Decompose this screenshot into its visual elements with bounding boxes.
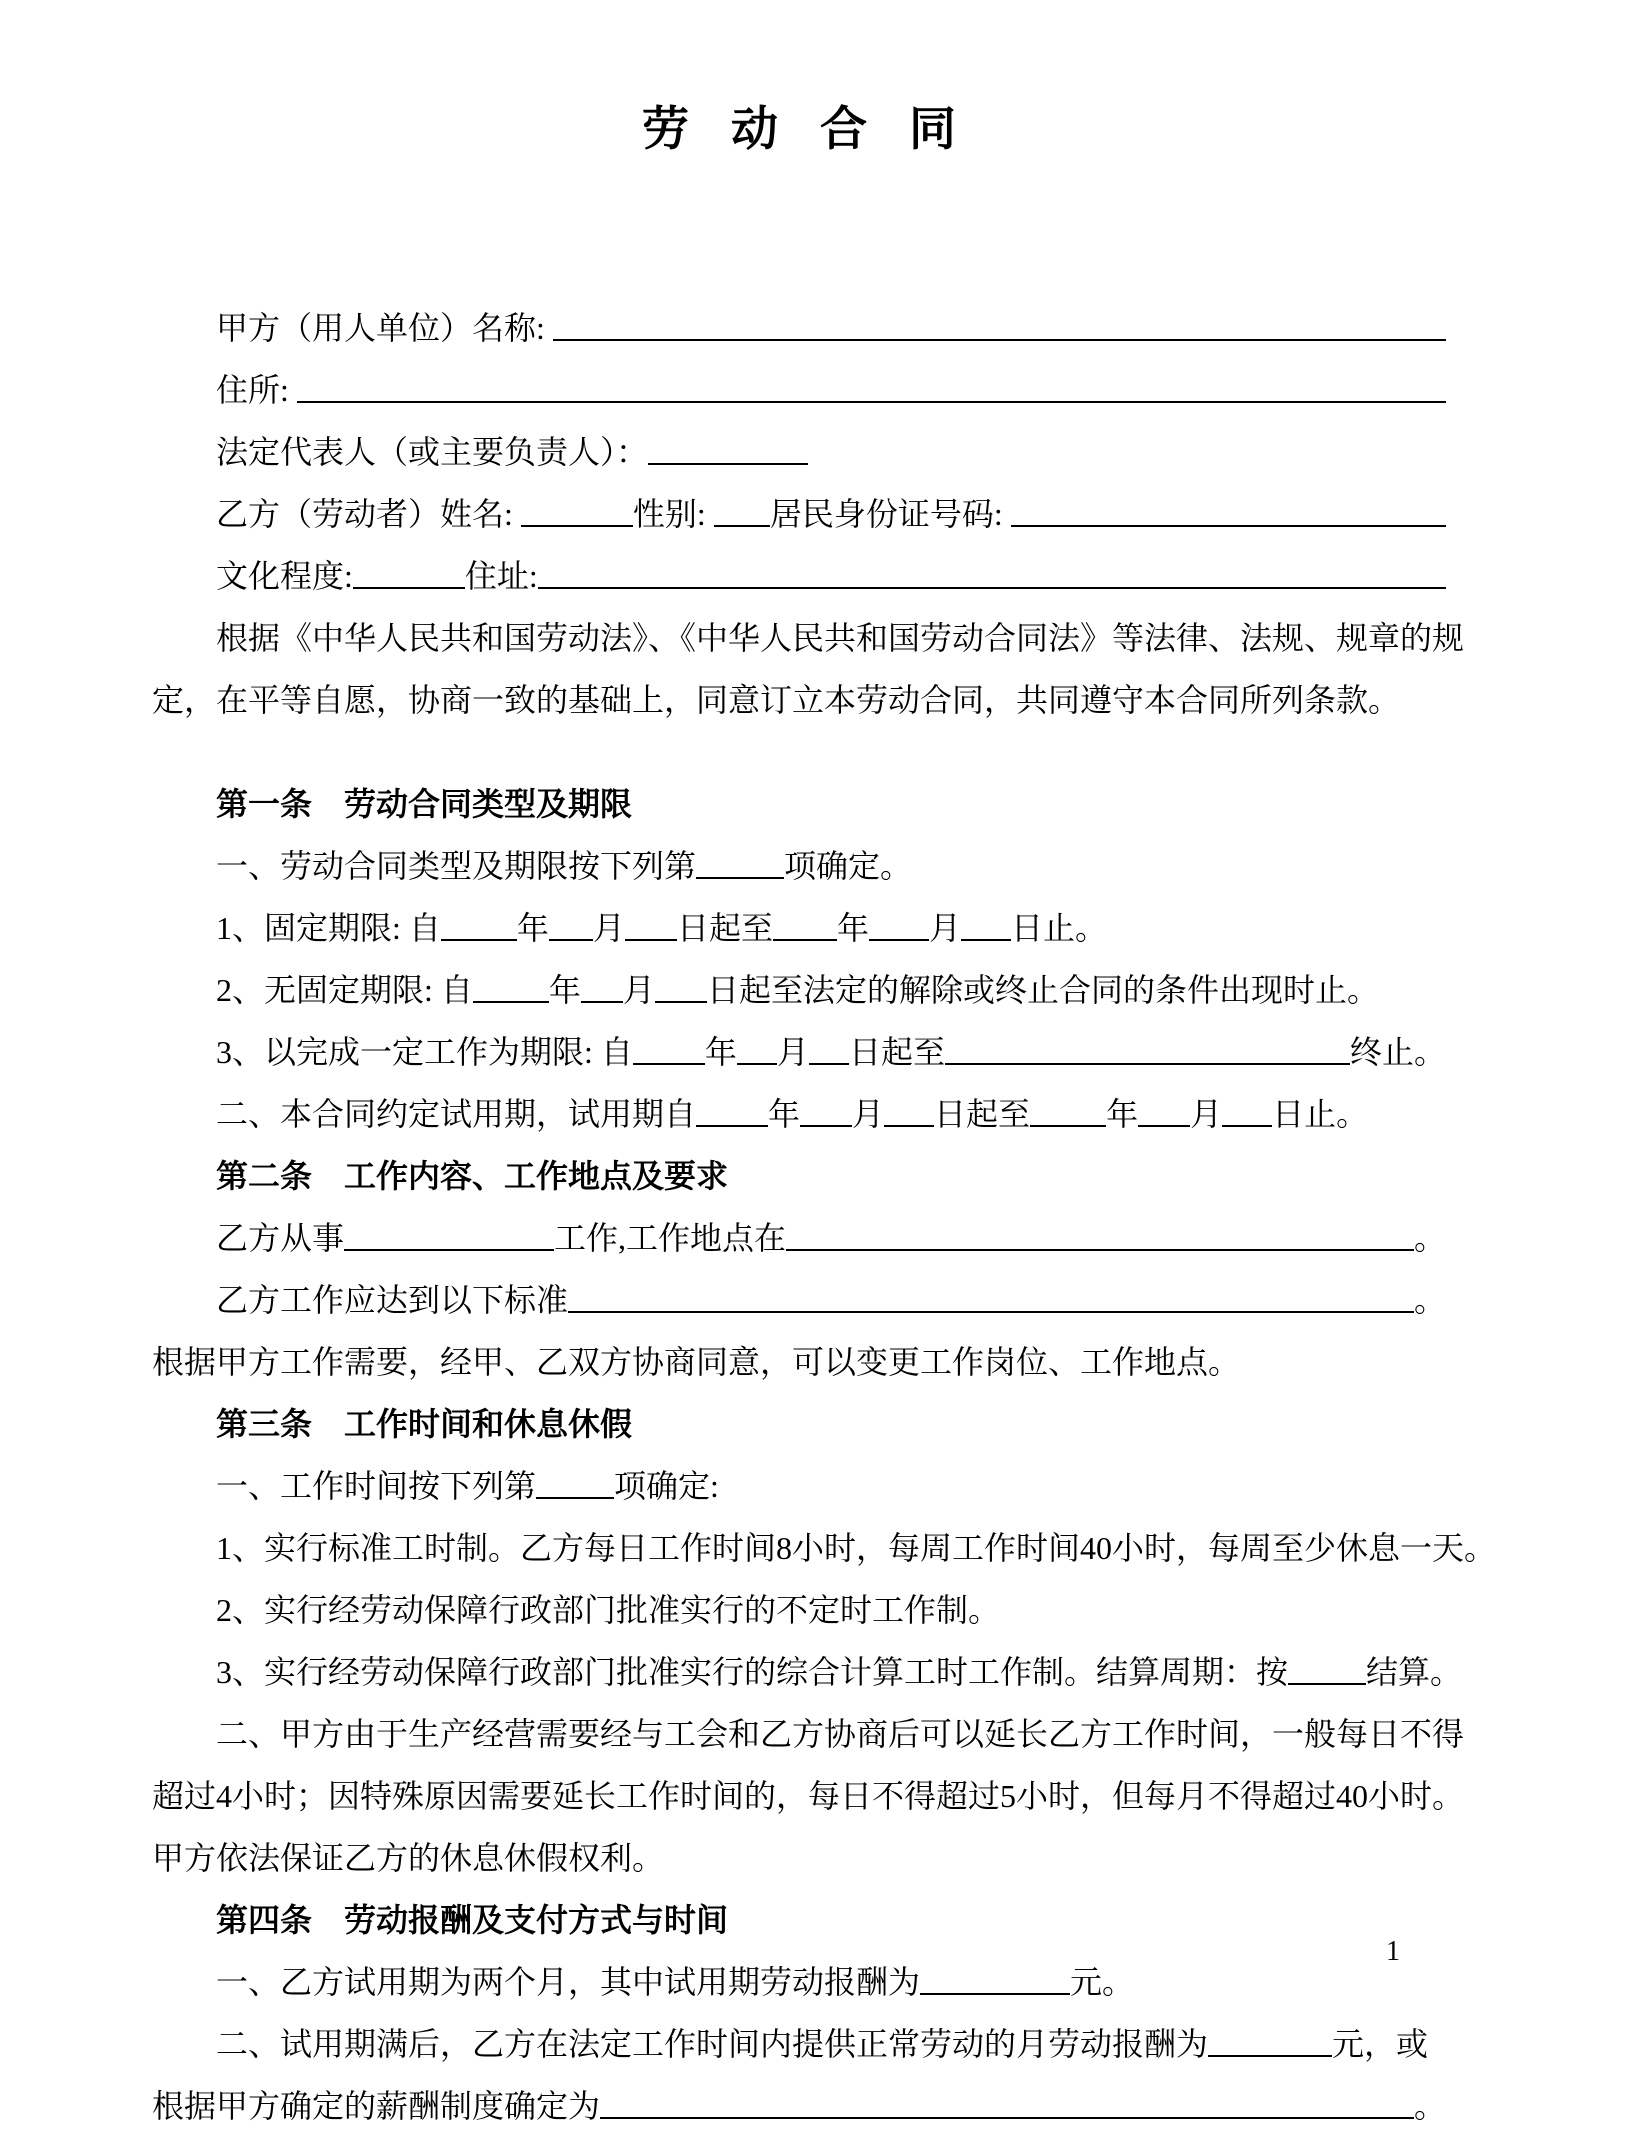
text-run: 。 <box>1413 2088 1446 2124</box>
blank-field <box>473 1000 549 1003</box>
text-run: 日止。 <box>1010 910 1107 946</box>
clause-3-1-2 <box>152 1579 1446 1641</box>
blank-field <box>786 1248 1414 1251</box>
field-line-employer-address <box>152 359 1446 421</box>
text-run: 日止。 <box>1272 1096 1369 1132</box>
text-run: 结算。 <box>1366 1654 1463 1690</box>
text-run: 元。 <box>1070 1964 1135 2000</box>
text-run: 2、无固定期限: 自 <box>216 972 473 1008</box>
blank-field <box>714 524 770 527</box>
spacer <box>152 731 1446 773</box>
text-run: 根据甲方确定的薪酬制度确定为 <box>152 2088 601 2124</box>
blank-field <box>568 1310 1414 1313</box>
text-run: 住址: <box>464 558 538 594</box>
text-run: 定，在平等自愿，协商一致的基础上，同意订立本劳动合同，共同遵守本合同所列条款。 <box>152 682 1401 718</box>
text-run: 根据甲方工作需要，经甲、乙双方协商同意，可以变更工作岗位、工作地点。 <box>152 1344 1241 1380</box>
text-run: 第一条 劳动合同类型及期限 <box>216 786 633 822</box>
clause-2-3 <box>152 1331 1446 1393</box>
text-run: 年 <box>548 972 581 1008</box>
blank-field <box>945 1062 1350 1065</box>
text-run: 日起至 <box>934 1096 1031 1132</box>
blank-field <box>696 876 784 879</box>
text-run: 根据《中华人民共和国劳动法》、《中华人民共和国劳动合同法》等法律、法规、规章的规 <box>216 620 1465 656</box>
blank-field <box>737 1062 777 1065</box>
blank-field <box>553 338 1446 341</box>
blank-field <box>536 1496 614 1499</box>
text-run: 月 <box>928 910 961 946</box>
clause-3-2-line-3 <box>152 1827 1446 1889</box>
text-run: 法定代表人（或主要负责人）： <box>216 434 649 470</box>
blank-field <box>625 938 677 941</box>
text-run: 乙方从事 <box>216 1220 345 1256</box>
preamble-line-2 <box>152 669 1446 731</box>
blank-field <box>633 1062 705 1065</box>
blank-field <box>869 938 929 941</box>
blank-field <box>773 938 837 941</box>
preamble-line-1 <box>152 607 1465 669</box>
blank-field <box>441 938 517 941</box>
clause-1-1-1 <box>152 897 1446 959</box>
text-run: 一、劳动合同类型及期限按下列第 <box>216 848 697 884</box>
heading-article-2 <box>152 1145 1446 1207</box>
clause-4-1 <box>152 1951 1446 2013</box>
text-run: 工作,工作地点在 <box>554 1220 787 1256</box>
blank-field <box>648 462 808 465</box>
clause-2-2 <box>152 1269 1446 1331</box>
text-run: 月 <box>852 1096 885 1132</box>
clause-4-2-line-2 <box>152 2075 1446 2132</box>
text-run: 第三条 工作时间和休息休假 <box>216 1406 633 1442</box>
text-run: 年 <box>1106 1096 1139 1132</box>
clause-2-1 <box>152 1207 1446 1269</box>
text-run: 一、工作时间按下列第 <box>216 1468 537 1504</box>
text-run: 居民身份证号码: <box>769 496 1011 532</box>
text-run: 日起至法定的解除或终止合同的条件出现时止。 <box>706 972 1379 1008</box>
blank-field <box>297 400 1446 403</box>
blank-field <box>344 1248 554 1251</box>
blank-field <box>1222 1124 1272 1127</box>
blank-field <box>920 1992 1070 1995</box>
text-run: 文化程度: <box>216 558 353 594</box>
text-run: 月 <box>622 972 655 1008</box>
text-run: 日起至 <box>848 1034 945 1070</box>
blank-field <box>353 586 465 589</box>
text-run: 月 <box>592 910 625 946</box>
blank-field <box>538 586 1446 589</box>
text-run: 年 <box>704 1034 737 1070</box>
text-run: 第二条 工作内容、工作地点及要求 <box>216 1158 729 1194</box>
field-line-legal-representative <box>152 421 1446 483</box>
field-line-education-address <box>152 545 1446 607</box>
blank-field <box>809 1062 849 1065</box>
text-run: 月 <box>776 1034 809 1070</box>
blank-field <box>521 524 633 527</box>
document-body <box>152 297 1497 2132</box>
blank-field <box>696 1124 768 1127</box>
blank-field <box>581 1000 623 1003</box>
clause-3-1-3 <box>152 1641 1463 1703</box>
page-number: 1 <box>1386 1936 1400 1967</box>
text-run: 甲方依法保证乙方的休息休假权利。 <box>152 1840 665 1876</box>
clause-1-1-2 <box>152 959 1446 1021</box>
text-run: 二、本合同约定试用期，试用期自 <box>216 1096 697 1132</box>
heading-article-3 <box>152 1393 1446 1455</box>
blank-field <box>549 938 593 941</box>
text-run: 项确定: <box>614 1468 719 1504</box>
text-run: 1、实行标准工时制。乙方每日工作时间8小时，每周工作时间40小时，每周至少休息一天。 <box>216 1530 1497 1566</box>
text-run: 一、乙方试用期为两个月，其中试用期劳动报酬为 <box>216 1964 921 2000</box>
blank-field <box>1208 2054 1332 2057</box>
text-run: 3、以完成一定工作为期限: 自 <box>216 1034 633 1070</box>
text-run: 元，或 <box>1332 2026 1429 2062</box>
text-run: 年 <box>516 910 549 946</box>
text-run: 乙方（劳动者）姓名: <box>216 496 521 532</box>
text-run: 乙方工作应达到以下标准 <box>216 1282 569 1318</box>
clause-3-2-line-1 <box>152 1703 1465 1765</box>
blank-field <box>1030 1124 1106 1127</box>
text-run: 。 <box>1413 1220 1446 1256</box>
text-run: 超过4小时；因特殊原因需要延长工作时间的，每日不得超过5小时，但每月不得超过40小时。 <box>152 1778 1465 1814</box>
text-run: 项确定。 <box>784 848 913 884</box>
text-run: 1、固定期限: 自 <box>216 910 441 946</box>
blank-field <box>884 1124 934 1127</box>
blank-field <box>655 1000 707 1003</box>
heading-article-4 <box>152 1889 1446 1951</box>
text-run: 二、试用期满后，乙方在法定工作时间内提供正常劳动的月劳动报酬为 <box>216 2026 1209 2062</box>
blank-field <box>1138 1124 1190 1127</box>
blank-field <box>1011 524 1446 527</box>
clause-4-2-line-1 <box>152 2013 1446 2075</box>
text-run: 2、实行经劳动保障行政部门批准实行的不定时工作制。 <box>216 1592 1001 1628</box>
clause-1-2 <box>152 1083 1446 1145</box>
text-run: 第四条 劳动报酬及支付方式与时间 <box>216 1902 729 1938</box>
text-run: 3、实行经劳动保障行政部门批准实行的综合计算工时工作制。结算周期：按 <box>216 1654 1289 1690</box>
text-run: 年 <box>836 910 869 946</box>
text-run: 日起至 <box>676 910 773 946</box>
clause-1-1 <box>152 835 1446 897</box>
text-run: 年 <box>768 1096 801 1132</box>
text-run: 。 <box>1413 1282 1446 1318</box>
text-run: 甲方（用人单位）名称: <box>216 310 553 346</box>
text-run: 月 <box>1190 1096 1223 1132</box>
field-line-employee-name <box>152 483 1446 545</box>
heading-article-1 <box>152 773 1446 835</box>
blank-field <box>600 2116 1414 2119</box>
field-line-employer-name <box>152 297 1446 359</box>
clause-1-1-3 <box>152 1021 1446 1083</box>
text-run: 终止。 <box>1349 1034 1446 1070</box>
text-run: 性别: <box>632 496 714 532</box>
clause-3-1-1 <box>152 1517 1497 1579</box>
clause-3-1 <box>152 1455 1446 1517</box>
text-run: 住所: <box>216 372 297 408</box>
document-title: 劳动合同 <box>642 104 998 156</box>
blank-field <box>1288 1682 1366 1685</box>
text-run: 二、甲方由于生产经营需要经与工会和乙方协商后可以延长乙方工作时间，一般每日不得 <box>216 1716 1465 1752</box>
clause-3-2-line-2 <box>152 1765 1465 1827</box>
blank-field <box>800 1124 852 1127</box>
blank-field <box>961 938 1011 941</box>
